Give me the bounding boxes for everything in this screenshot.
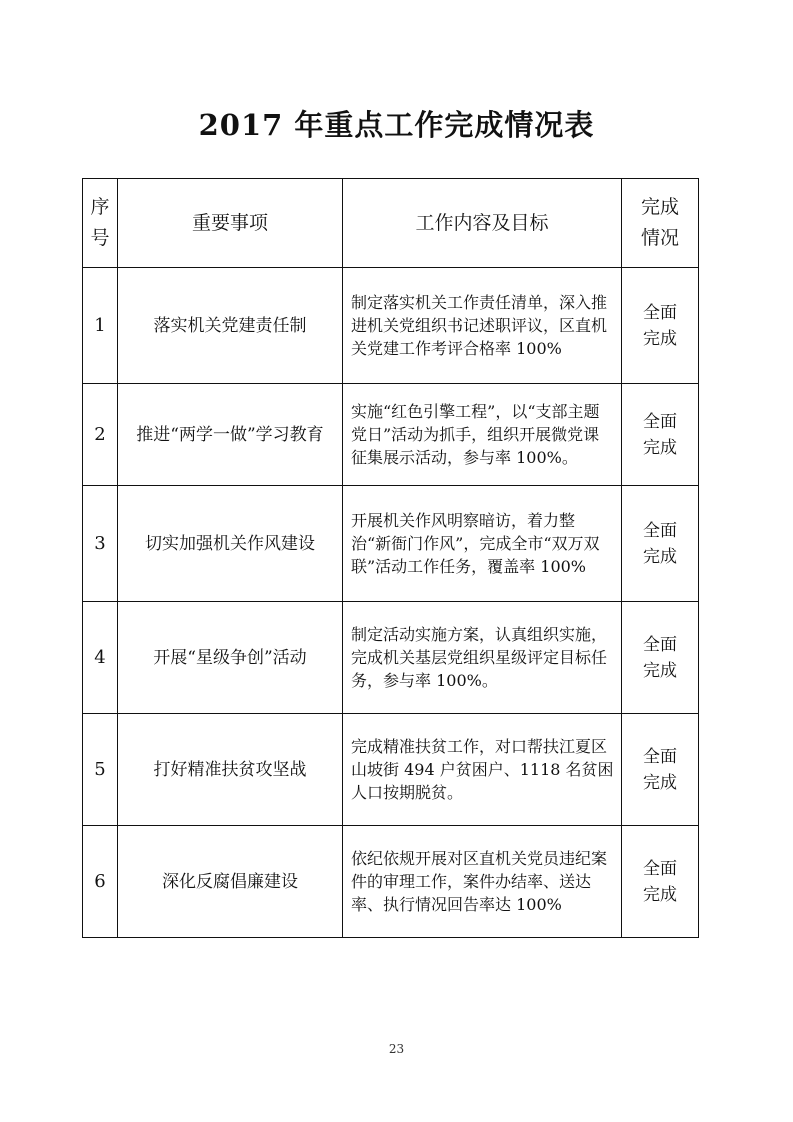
row-content: 制定活动实施方案，认真组织实施，完成机关基层党组织星级评定目标任务，参与率 100%。 xyxy=(343,602,622,714)
header-seq: 序 号 xyxy=(83,179,118,268)
row-status: 全面 完成 xyxy=(622,384,699,486)
header-status: 完成 情况 xyxy=(622,179,699,268)
row-item: 开展“星级争创”活动 xyxy=(118,602,343,714)
table-row xyxy=(83,602,699,714)
row-item: 推进“两学一做”学习教育 xyxy=(118,384,343,486)
header-content: 工作内容及目标 xyxy=(343,179,622,268)
row-item: 落实机关党建责任制 xyxy=(118,268,343,384)
row-seq: 5 xyxy=(83,714,118,826)
row-content: 完成精准扶贫工作，对口帮扶江夏区山坡街 494 户贫困户、1118 名贫困人口按期脱贫。 xyxy=(343,714,622,826)
table-row xyxy=(83,826,699,938)
row-status: 全面 完成 xyxy=(622,486,699,602)
table-row xyxy=(83,486,699,602)
table-row xyxy=(83,714,699,826)
row-content: 实施“红色引擎工程”，以“支部主题党日”活动为抓手，组织开展微党课征集展示活动，参与率 100%。 xyxy=(343,384,622,486)
row-content: 开展机关作风明察暗访，着力整治“新衙门作风”，完成全市“双万双联”活动工作任务，覆盖率 100% xyxy=(343,486,622,602)
header-item: 重要事项 xyxy=(118,179,343,268)
page-title: 2017 年重点工作完成情况表 xyxy=(198,108,595,142)
row-seq: 2 xyxy=(83,384,118,486)
row-status: 全面 完成 xyxy=(622,268,699,384)
row-status: 全面 完成 xyxy=(622,826,699,938)
row-content: 制定落实机关工作责任清单，深入推进机关党组织书记述职评议，区直机关党建工作考评合格率 100% xyxy=(343,268,622,384)
row-seq: 3 xyxy=(83,486,118,602)
row-status: 全面 完成 xyxy=(622,714,699,826)
row-content: 依纪依规开展对区直机关党员违纪案件的审理工作，案件办结率、送达率、执行情况回告率达 100% xyxy=(343,826,622,938)
table-header-row xyxy=(83,179,699,268)
row-seq: 1 xyxy=(83,268,118,384)
table-row xyxy=(83,384,699,486)
table-row xyxy=(83,268,699,384)
row-item: 打好精准扶贫攻坚战 xyxy=(118,714,343,826)
row-seq: 4 xyxy=(83,602,118,714)
row-status: 全面 完成 xyxy=(622,602,699,714)
row-item: 深化反腐倡廉建设 xyxy=(118,826,343,938)
row-item: 切实加强机关作风建设 xyxy=(118,486,343,602)
page-number: 23 xyxy=(388,1042,405,1056)
row-seq: 6 xyxy=(83,826,118,938)
work-completion-table xyxy=(82,178,699,938)
